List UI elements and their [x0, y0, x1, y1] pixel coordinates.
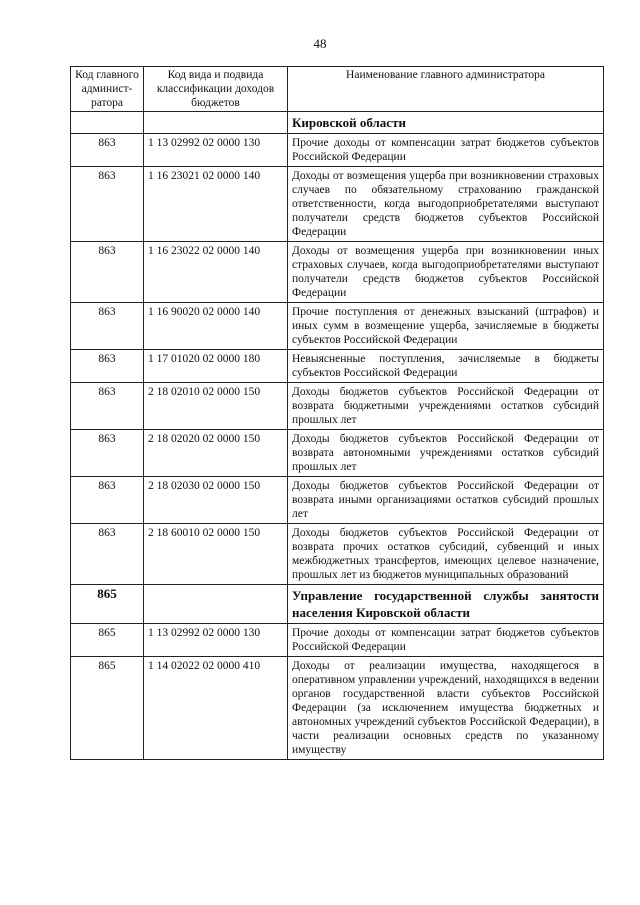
administrator-name-cell: Доходы бюджетов субъектов Российской Федерации от возврата прочих остатков субсидий, субвенций и иных межбюджетных трансфертов, имеющих целевое назначение, прошлых лет из бюджетов муниципальных образований — [288, 524, 604, 585]
admin-code-cell: 865 — [71, 657, 144, 760]
classification-code-cell: 1 13 02992 02 0000 130 — [144, 134, 288, 167]
administrator-name-cell: Доходы от реализации имущества, находящегося в оперативном управлении учреждений, находящихся в ведении органов государственной власти субъектов Российской Федерации (за исключением имущества бюджетных и автономных учреждений субъектов Российской Федерации), в части реализации основных средств по указанному имуществу — [288, 657, 604, 760]
classification-code-cell: 1 17 01020 02 0000 180 — [144, 350, 288, 383]
classification-code-cell: 1 14 02022 02 0000 410 — [144, 657, 288, 760]
admin-code-cell: 863 — [71, 134, 144, 167]
table-header-row — [71, 67, 604, 112]
classification-code-cell: 2 18 02030 02 0000 150 — [144, 477, 288, 524]
classification-code-cell: 1 16 90020 02 0000 140 — [144, 303, 288, 350]
table-row — [71, 167, 604, 242]
administrator-name-cell: Прочие поступления от денежных взысканий (штрафов) и иных сумм в возмещение ущерба, зачисляемые в бюджеты субъектов Российской Федерации — [288, 303, 604, 350]
admin-code-cell: 863 — [71, 477, 144, 524]
header-admin-code: Код главного админист-ратора — [71, 67, 144, 112]
classification-code-cell — [144, 585, 288, 624]
admin-code-cell: 863 — [71, 303, 144, 350]
administrator-name-cell: Доходы бюджетов субъектов Российской Федерации от возврата бюджетными учреждениями остатков субсидий прошлых лет — [288, 383, 604, 430]
classification-code-cell: 2 18 02010 02 0000 150 — [144, 383, 288, 430]
header-classification-code: Код вида и подвида классификации доходов бюджетов — [144, 67, 288, 112]
admin-code-cell: 863 — [71, 242, 144, 303]
administrator-name-cell: Кировской области — [288, 112, 604, 134]
table-row — [71, 383, 604, 430]
classification-code-cell: 2 18 60010 02 0000 150 — [144, 524, 288, 585]
table-row — [71, 134, 604, 167]
table-row — [71, 350, 604, 383]
page-number: 48 — [313, 36, 327, 51]
admin-code-cell: 865 — [71, 585, 144, 624]
section-row — [71, 112, 604, 134]
table-row — [71, 657, 604, 760]
table-body — [71, 112, 604, 760]
administrator-name-cell: Доходы бюджетов субъектов Российской Федерации от возврата иными организациями остатков субсидий прошлых лет — [288, 477, 604, 524]
classification-code-cell: 2 18 02020 02 0000 150 — [144, 430, 288, 477]
table-row — [71, 524, 604, 585]
table-row — [71, 477, 604, 524]
classification-code-cell: 1 13 02992 02 0000 130 — [144, 624, 288, 657]
revenue-table — [70, 66, 604, 760]
table-row — [71, 303, 604, 350]
admin-code-cell: 865 — [71, 624, 144, 657]
table-row — [71, 430, 604, 477]
admin-code-cell: 863 — [71, 383, 144, 430]
administrator-name-cell: Прочие доходы от компенсации затрат бюджетов субъектов Российской Федерации — [288, 134, 604, 167]
administrator-name-cell: Управление государственной службы занятости населения Кировской области — [288, 585, 604, 624]
admin-code-cell: 863 — [71, 350, 144, 383]
classification-code-cell — [144, 112, 288, 134]
admin-code-cell: 863 — [71, 167, 144, 242]
admin-code-cell: 863 — [71, 524, 144, 585]
administrator-name-cell: Прочие доходы от компенсации затрат бюджетов субъектов Российской Федерации — [288, 624, 604, 657]
header-administrator-name: Наименование главного администратора — [288, 67, 604, 112]
classification-code-cell: 1 16 23021 02 0000 140 — [144, 167, 288, 242]
table-row — [71, 242, 604, 303]
administrator-name-cell: Доходы от возмещения ущерба при возникновении иных страховых случаев, когда выгодоприобретателями выступают получатели средств бюджетов субъектов Российской Федерации — [288, 242, 604, 303]
section-row — [71, 585, 604, 624]
table-row — [71, 624, 604, 657]
admin-code-cell: 863 — [71, 430, 144, 477]
administrator-name-cell: Доходы бюджетов субъектов Российской Федерации от возврата автономными учреждениями остатков субсидий прошлых лет — [288, 430, 604, 477]
administrator-name-cell: Невыясненные поступления, зачисляемые в бюджеты субъектов Российской Федерации — [288, 350, 604, 383]
administrator-name-cell: Доходы от возмещения ущерба при возникновении страховых случаев по обязательному страхованию гражданской ответственности, когда выгодоприобретателями выступают получатели средств бюджетов субъектов Российской Федерации — [288, 167, 604, 242]
admin-code-cell — [71, 112, 144, 134]
classification-code-cell: 1 16 23022 02 0000 140 — [144, 242, 288, 303]
